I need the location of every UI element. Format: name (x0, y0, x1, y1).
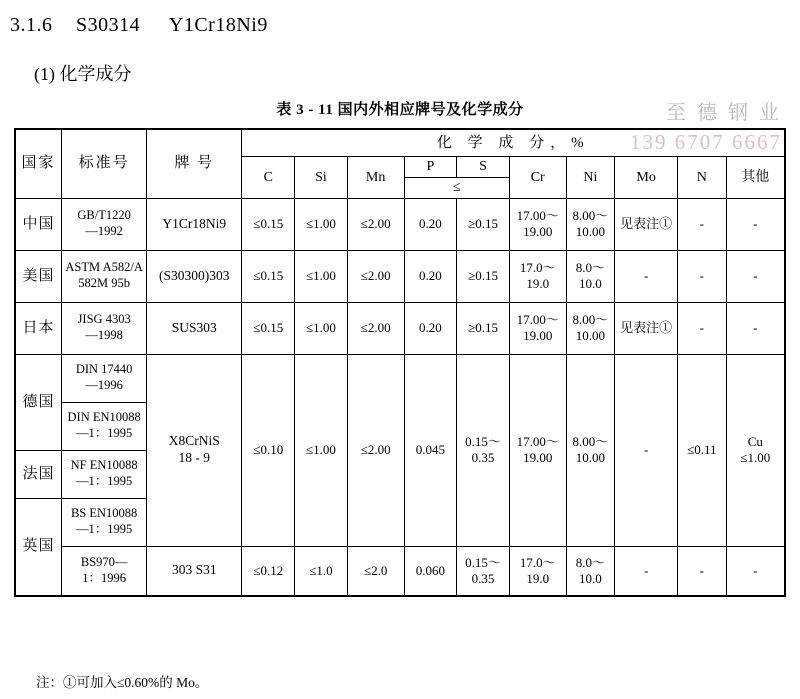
row-standard-line2: —1992 (85, 224, 123, 238)
row-value-ni-line1: 8.00～ (572, 311, 609, 327)
section-code: S30314 (76, 14, 141, 36)
row-standard-line1: BS EN10088 (70, 506, 138, 521)
row-value-mn: ≤2.0 (347, 546, 404, 596)
row-standard-line2: 1：1996 (82, 570, 127, 585)
row-value-cr-line1: 17.00～ (516, 207, 559, 223)
row-country: 日本 (15, 302, 62, 354)
row-standard-line2: —1998 (85, 328, 123, 342)
row-value-other-line1: Cu (747, 433, 763, 449)
row-standard (62, 546, 147, 596)
row-value-mo: 见表注① (615, 198, 678, 250)
watermark-phone: 139 6707 6667 (630, 130, 782, 154)
row-value-mn: ≤2.00 (347, 198, 404, 250)
row-value-mo: - (615, 546, 678, 596)
subsection-heading: (1) 化学成分 (34, 64, 132, 84)
row-value-other (726, 354, 785, 546)
watermark-brand: 至 德 钢 业 (666, 102, 782, 124)
row-standard-line1: JISG 4303 (77, 312, 131, 327)
row-value-p: 0.060 (404, 546, 457, 596)
row-value-si: ≤1.00 (295, 302, 348, 354)
row-value-cr (509, 354, 566, 546)
row-value-n: - (678, 546, 727, 596)
table-row (15, 250, 785, 302)
row-standard (62, 302, 147, 354)
row-value-cr-line1: 17.00～ (516, 311, 559, 327)
row-standard (62, 402, 147, 450)
row-country: 美国 (15, 250, 62, 302)
section-heading (10, 14, 268, 37)
header-element-mn: Mn (347, 157, 404, 199)
row-value-n: - (678, 302, 727, 354)
row-value-other-line2: ≤1.00 (740, 450, 771, 465)
header-composition: 化 学 成 分，% (242, 129, 785, 157)
composition-table (14, 128, 786, 597)
row-value-ni (566, 198, 615, 250)
row-country: 德国 (15, 354, 62, 450)
row-value-cr (509, 546, 566, 596)
row-grade: 303 S31 (147, 546, 242, 596)
row-value-ni-line1: 8.0～ (575, 259, 606, 275)
row-value-ni (566, 546, 615, 596)
row-country: 中国 (15, 198, 62, 250)
row-value-si: ≤1.00 (295, 198, 348, 250)
row-value-other: - (726, 302, 785, 354)
row-value-cr-line1: 17.00～ (516, 433, 559, 449)
row-country: 英国 (15, 498, 62, 596)
row-value-c: ≤0.12 (242, 546, 295, 596)
row-value-mn: ≤2.00 (347, 302, 404, 354)
row-country: 法国 (15, 450, 62, 498)
row-value-p: 0.20 (404, 302, 457, 354)
header-element-cr: Cr (509, 157, 566, 199)
row-standard-line1: GB/T1220 (77, 208, 131, 223)
row-value-s: ≥0.15 (457, 302, 510, 354)
section-number: 3.1.6 (10, 14, 53, 36)
row-value-si: ≤1.00 (295, 354, 348, 546)
header-element-c: C (242, 157, 295, 199)
row-value-p: 0.045 (404, 354, 457, 546)
table-row (15, 546, 785, 596)
row-value-other: - (726, 250, 785, 302)
row-value-cr-line2: 19.00 (523, 328, 553, 343)
row-standard-line1: DIN 17440 (75, 362, 133, 377)
row-standard (62, 498, 147, 546)
row-value-c: ≤0.15 (242, 302, 295, 354)
row-value-cr-line2: 19.00 (523, 450, 553, 465)
section-name: Y1Cr18Ni9 (168, 14, 268, 36)
row-value-n: - (678, 198, 727, 250)
row-value-cr-line2: 19.0 (526, 276, 550, 291)
row-value-ni-line1: 8.00～ (572, 433, 609, 449)
row-value-p: 0.20 (404, 198, 457, 250)
row-grade: SUS303 (147, 302, 242, 354)
row-value-ni-line1: 8.0～ (575, 554, 606, 570)
table-title: 表 3 - 11 国内外相应牌号及化学成分 (276, 102, 524, 118)
row-standard (62, 354, 147, 402)
header-le-symbol: ≤ (404, 177, 509, 198)
header-element-s: S (457, 157, 510, 178)
header-element-mo: Mo (615, 157, 678, 199)
row-value-other: - (726, 546, 785, 596)
row-value-s (457, 546, 510, 596)
row-value-n: - (678, 250, 727, 302)
row-value-c: ≤0.10 (242, 354, 295, 546)
header-element-n: N (678, 157, 727, 199)
table-row (15, 198, 785, 250)
row-value-ni-line1: 8.00～ (572, 207, 609, 223)
row-value-si: ≤1.0 (295, 546, 348, 596)
row-value-ni-line2: 10.00 (575, 450, 606, 465)
row-grade (147, 354, 242, 546)
row-value-ni-line2: 10.00 (575, 328, 606, 343)
row-value-cr-line1: 17.0～ (519, 259, 556, 275)
row-value-s: ≥0.15 (457, 250, 510, 302)
header-element-si: Si (295, 157, 348, 199)
row-grade-line1: X8CrNiS (168, 433, 220, 449)
row-value-ni-line2: 10.0 (579, 570, 602, 586)
row-value-mn: ≤2.00 (347, 354, 404, 546)
row-value-ni (566, 302, 615, 354)
table-row (15, 302, 785, 354)
row-value-c: ≤0.15 (242, 250, 295, 302)
row-value-s: ≥0.15 (457, 198, 510, 250)
row-value-cr (509, 198, 566, 250)
row-standard-line2: —1：1995 (76, 522, 133, 536)
row-value-s-line2: 0.35 (471, 570, 495, 586)
row-standard-line2: —1：1995 (76, 474, 133, 488)
row-value-s-line1: 0.15～ (465, 433, 501, 449)
row-value-cr-line2: 19.0 (526, 570, 550, 586)
header-element-other: 其他 (726, 157, 785, 199)
row-value-ni-line2: 10.00 (575, 224, 606, 239)
row-grade-line2: 18 - 9 (178, 450, 211, 465)
header-element-ni: Ni (566, 157, 615, 199)
row-value-cr (509, 250, 566, 302)
row-value-mo: - (615, 250, 678, 302)
row-standard (62, 450, 147, 498)
row-value-mo: - (615, 354, 678, 546)
row-value-mo: 见表注① (615, 302, 678, 354)
row-value-p: 0.20 (404, 250, 457, 302)
row-value-s-line2: 0.35 (471, 450, 495, 465)
header-country: 国家 (15, 129, 62, 198)
row-value-cr-line1: 17.0～ (519, 554, 556, 570)
row-value-ni-line2: 10.0 (579, 276, 602, 291)
row-value-s-line1: 0.15～ (465, 554, 501, 570)
row-value-mn: ≤2.00 (347, 250, 404, 302)
row-value-n: ≤0.11 (678, 354, 727, 546)
row-value-other: - (726, 198, 785, 250)
row-standard-line1: BS970— (80, 555, 128, 570)
row-standard (62, 250, 147, 302)
row-standard-line2: 582M 95b (78, 276, 131, 290)
header-grade: 牌 号 (147, 129, 242, 198)
table-header-row-1 (15, 129, 785, 157)
header-element-p: P (404, 157, 457, 178)
row-value-c: ≤0.15 (242, 198, 295, 250)
row-value-s (457, 354, 510, 546)
row-value-si: ≤1.00 (295, 250, 348, 302)
row-value-ni (566, 354, 615, 546)
row-standard (62, 198, 147, 250)
row-standard-line1: ASTM A582/A (65, 260, 143, 275)
table-footnote: 注：①可加入≤0.60%的 Mo。 (36, 675, 209, 690)
row-standard-line1: DIN EN10088 (67, 410, 141, 425)
header-standard-no: 标准号 (62, 129, 147, 198)
row-value-ni (566, 250, 615, 302)
table-row (15, 354, 785, 402)
row-grade: Y1Cr18Ni9 (147, 198, 242, 250)
row-value-cr (509, 302, 566, 354)
row-grade: (S30300)303 (147, 250, 242, 302)
row-standard-line2: —1：1995 (76, 426, 133, 440)
row-standard-line1: NF EN10088 (70, 458, 138, 473)
row-standard-line2: —1996 (85, 378, 123, 392)
row-value-cr-line2: 19.00 (523, 224, 553, 239)
